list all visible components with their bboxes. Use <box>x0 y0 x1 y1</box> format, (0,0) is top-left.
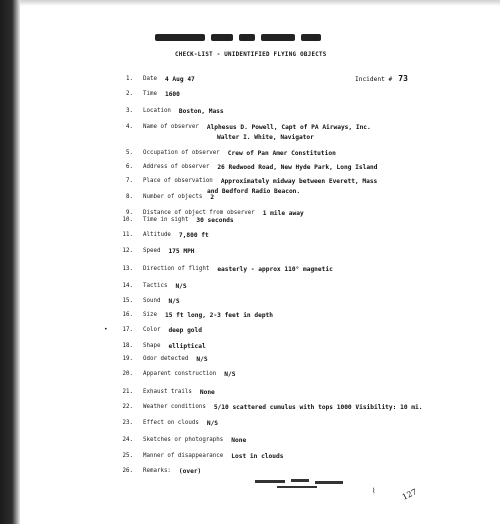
checklist-item <box>111 298 180 305</box>
item-value: (over) <box>178 468 202 475</box>
item-number: 6. <box>126 164 133 170</box>
item-number: 13. <box>122 266 133 272</box>
item-label: Sketches or photographs <box>143 437 224 443</box>
item-value: None <box>231 437 247 444</box>
item-value: 5/10 scattered cumulus with tops 1000 Visibility: 10 mi. <box>213 404 423 411</box>
handwritten-page-number: 127 <box>400 487 419 502</box>
item-number: 18. <box>122 343 133 349</box>
item-label: Exhaust trails <box>143 389 192 395</box>
item-label: Speed <box>143 248 161 254</box>
item-number: 25. <box>122 453 133 459</box>
item-value-continued: and Bedford Radio Beacon. <box>207 188 301 195</box>
item-number: 4. <box>126 124 133 130</box>
pencil-scribble: ⌇ <box>372 487 376 495</box>
item-label: Apparent construction <box>143 371 217 377</box>
item-value: 1 mile away <box>262 210 304 217</box>
item-number: 5. <box>126 150 133 156</box>
item-value: 2 <box>210 194 215 201</box>
item-label: Direction of flight <box>143 266 210 272</box>
item-value: easterly - approx 110° magnetic <box>217 266 333 273</box>
checklist-item <box>111 343 206 350</box>
item-value: deep gold <box>168 327 202 334</box>
item-label: Color <box>143 327 161 333</box>
checklist-item <box>111 248 195 255</box>
checklist-item <box>111 468 201 475</box>
item-value: N/S <box>224 371 236 378</box>
checklist-item <box>111 178 377 185</box>
checklist-item <box>111 194 214 201</box>
item-label: Address of observer <box>143 164 210 170</box>
item-value: 4 Aug 47 <box>164 76 195 83</box>
checklist-item <box>111 420 218 427</box>
item-label: Odor detected <box>143 356 189 362</box>
checklist-item <box>111 404 422 411</box>
item-number: 11. <box>122 232 133 238</box>
incident-label: Incident # <box>355 76 393 83</box>
item-value: 175 MPH <box>168 248 195 255</box>
incident-number <box>355 74 408 83</box>
checklist-item <box>111 266 333 273</box>
item-label: Place of observation <box>143 178 213 184</box>
item-value: 30 seconds <box>196 217 234 224</box>
incident-value: 73 <box>398 74 408 83</box>
item-number: 21. <box>122 389 133 395</box>
item-value: 15 ft long, 2-3 feet in depth <box>164 312 273 319</box>
item-number: 14. <box>122 283 133 289</box>
item-value: Lost in clouds <box>231 453 284 460</box>
item-label: Occupation of observer <box>143 150 220 156</box>
scan-edge-left <box>0 0 20 524</box>
item-value-continued: Walter I. White, Navigator <box>217 134 314 141</box>
item-value: N/S <box>206 420 219 427</box>
checklist-item <box>111 232 209 239</box>
item-value: Approximately midway between Everett, Mass <box>220 178 378 185</box>
bottom-stamp-marks <box>255 478 365 488</box>
checklist-item <box>111 283 187 290</box>
item-number: 19. <box>122 356 133 362</box>
page-title: CHECK-LIST - UNIDENTIFIED FLYING OBJECTS <box>175 52 327 58</box>
checklist-item <box>111 124 371 131</box>
item-label: Remarks: <box>143 468 171 474</box>
checklist-item <box>111 210 304 217</box>
item-label: Name of observer <box>143 124 199 130</box>
item-number: 3. <box>126 108 133 114</box>
checklist-item <box>111 91 180 98</box>
item-number: 2. <box>126 91 133 97</box>
item-label: Location <box>143 108 171 114</box>
item-number: 26. <box>122 468 133 474</box>
item-number: 20. <box>122 371 133 377</box>
item-label: Weather conditions <box>143 404 206 410</box>
item-number: 8. <box>126 194 133 200</box>
checklist-item <box>111 108 224 115</box>
item-number: 23. <box>122 420 133 426</box>
item-value: Boston, Mass <box>178 108 224 115</box>
checklist-item <box>111 164 378 171</box>
item-label: Time in sight <box>143 217 189 223</box>
item-number: 10. <box>122 217 133 223</box>
item-label: Sound <box>143 298 161 304</box>
item-number: 24. <box>122 437 133 443</box>
item-value: 7,800 ft <box>178 232 209 239</box>
item-label: Distance of object from observer <box>143 210 255 216</box>
scan-edge-top <box>20 0 500 6</box>
checklist-item <box>111 217 234 224</box>
checklist-item <box>111 150 336 157</box>
item-label: Manner of disappearance <box>143 453 224 459</box>
item-value: N/S <box>196 356 208 363</box>
item-value: 1600 <box>164 91 180 98</box>
item-value: Alphesus D. Powell, Capt of PA Airways, Inc. <box>206 124 371 131</box>
item-label: Tactics <box>143 283 168 289</box>
checklist-item <box>111 437 246 444</box>
redacted-header-marking <box>155 30 330 44</box>
checklist-item <box>111 356 208 363</box>
item-number: 9. <box>126 210 133 216</box>
item-number: 22. <box>122 404 133 410</box>
item-value: None <box>199 389 215 396</box>
item-number: 12. <box>122 248 133 254</box>
item-number: 1. <box>126 76 133 82</box>
item-label: Date <box>143 76 157 82</box>
checklist-item <box>111 371 235 378</box>
checklist-item <box>111 453 283 460</box>
checklist-item <box>111 76 195 83</box>
checklist-item <box>111 389 215 396</box>
item-number: 16. <box>122 312 133 318</box>
item-value: elliptical <box>168 343 206 350</box>
item-label: Altitude <box>143 232 171 238</box>
checklist-item <box>111 312 273 319</box>
item-label: Number of objects <box>143 194 203 200</box>
item-label: Time <box>143 91 157 97</box>
checklist-item <box>111 327 202 334</box>
item-number: 7. <box>126 178 133 184</box>
item-value: N/S <box>175 283 187 290</box>
item-value: 26 Redwood Road, New Hyde Park, Long Island <box>217 164 378 171</box>
margin-dot: • <box>104 326 108 333</box>
item-number: 17. <box>122 327 133 333</box>
item-value: N/S <box>168 298 180 305</box>
item-number: 15. <box>122 298 133 304</box>
item-label: Effect on clouds <box>143 420 199 426</box>
item-label: Size <box>143 312 157 318</box>
item-value: Crew of Pan Amer Constitution <box>227 150 336 157</box>
item-label: Shape <box>143 343 161 349</box>
